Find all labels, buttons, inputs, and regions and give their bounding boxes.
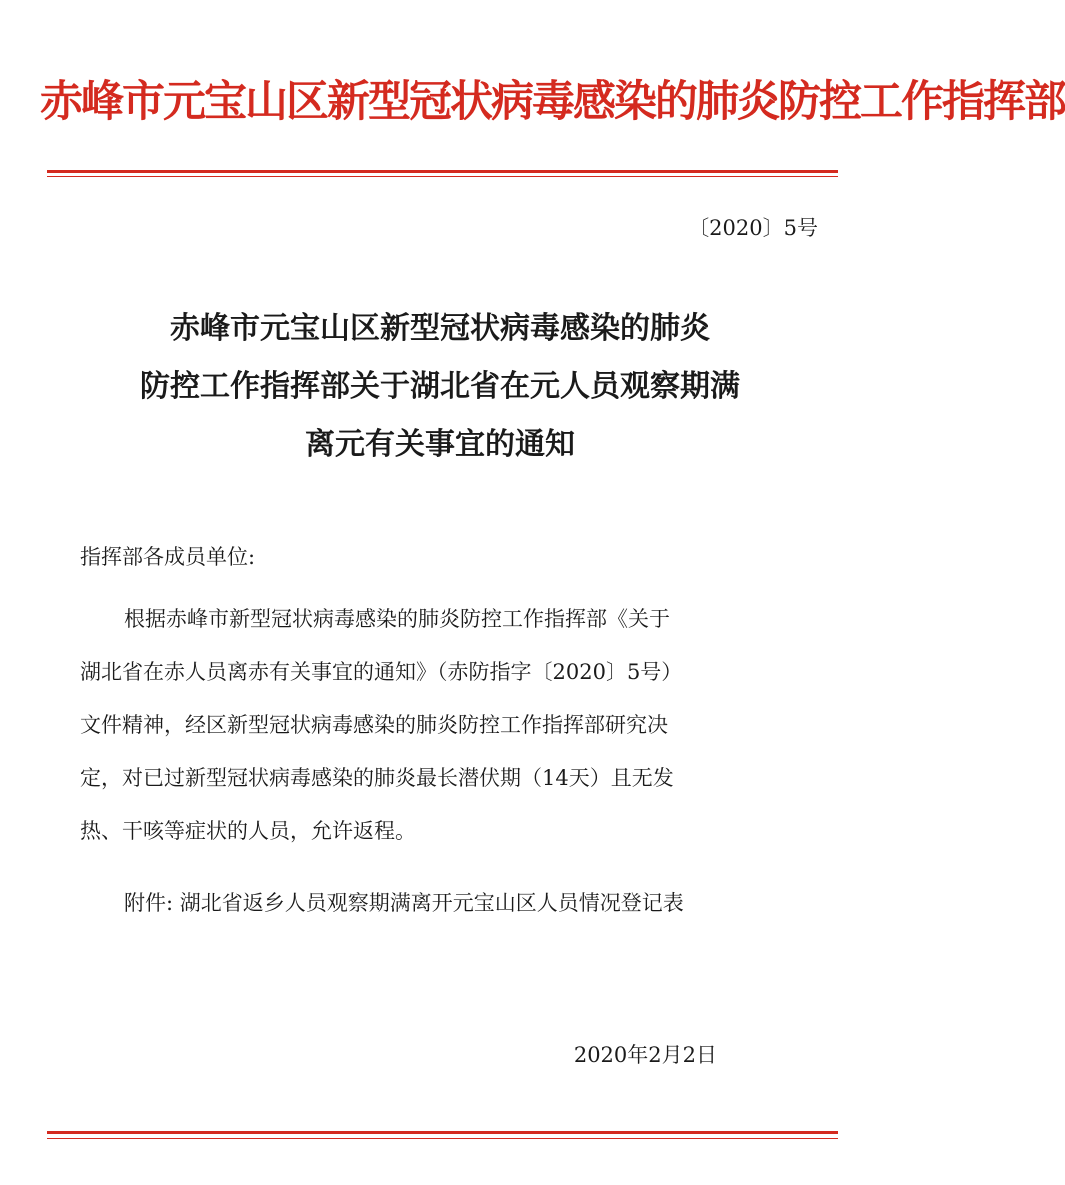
footer-red-rule-thin [47,1138,838,1139]
issue-date: 2020年2月2日 [573,1043,717,1067]
document-number: 〔2020〕5号 [688,216,818,240]
salutation: 指挥部各成员单位: [80,545,256,569]
body-line: 定，对已过新型冠状病毒感染的肺炎最长潜伏期（14天）且无发 [80,766,674,790]
title-line-1: 赤峰市元宝山区新型冠状病毒感染的肺炎 [170,311,710,346]
footer-red-rule [47,1131,838,1134]
body-line: 根据赤峰市新型冠状病毒感染的肺炎防控工作指挥部《关于 [124,607,670,631]
title-line-3: 离元有关事宜的通知 [305,427,575,462]
body-paragraph [80,593,820,858]
body-line: 热、干咳等症状的人员，允许返程。 [80,819,416,843]
header-red-rule [47,170,838,173]
title-line-2: 防控工作指挥部关于湖北省在元人员观察期满 [140,369,740,404]
issuing-authority-header: 赤峰市元宝山区新型冠状病毒感染的肺炎防控工作指挥部 [40,77,1065,127]
header-red-rule-thin [47,176,838,177]
body-line: 湖北省在赤人员离赤有关事宜的通知》（赤防指字〔2020〕5号） [80,660,683,684]
attachment-note: 附件: 湖北省返乡人员观察期满离开元宝山区人员情况登记表 [124,891,684,915]
body-line: 文件精神，经区新型冠状病毒感染的肺炎防控工作指挥部研究决 [80,713,668,737]
document-title [40,300,840,474]
